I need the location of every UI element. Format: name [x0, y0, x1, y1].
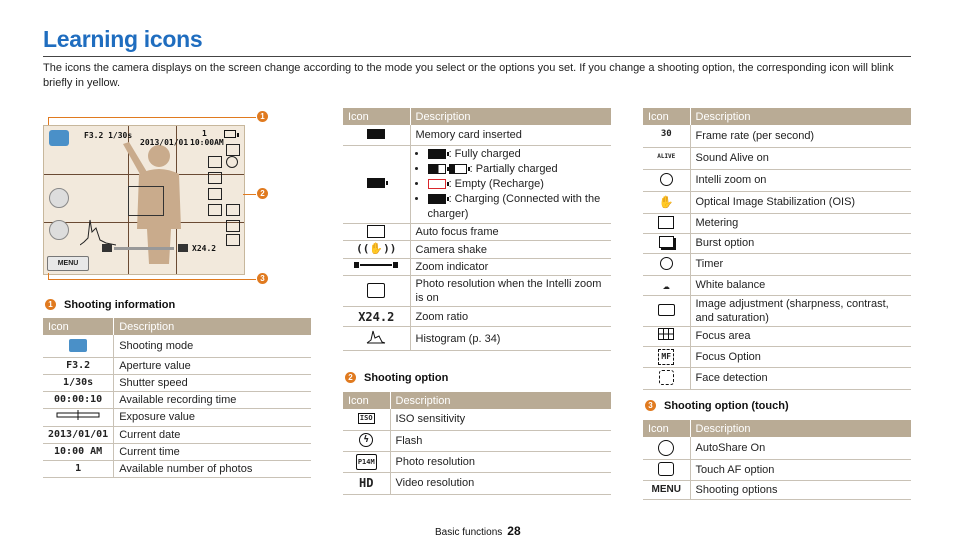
shooting-mode-icon	[49, 130, 69, 146]
table-row: P14M Photo resolution	[343, 451, 611, 472]
osd-time: 10:00AM	[190, 138, 224, 147]
table-row: 2013/01/01 Current date	[43, 426, 311, 443]
osd-white-balance-icon	[226, 234, 240, 246]
battery-partial-icon	[428, 164, 446, 174]
osd-battery-icon	[224, 130, 236, 138]
osd-aperture-shutter: F3.2 1/30s	[84, 131, 133, 140]
battery-full-icon	[428, 149, 446, 159]
icons-table-middle	[343, 108, 611, 351]
table-row: 1 Available number of photos	[43, 460, 311, 477]
table-row: ISO ISO sensitivity	[343, 409, 611, 430]
table-row: AutoShare On	[643, 437, 911, 459]
table-row: Touch AF option	[643, 459, 911, 480]
table-row: Burst option	[643, 233, 911, 253]
mode-camera-icon	[69, 339, 87, 352]
section-title-shooting-option: 2 Shooting option	[345, 372, 448, 384]
table-row: HD Video resolution	[343, 472, 611, 494]
osd-photo-count: 1	[202, 129, 207, 138]
shooting-info-table	[43, 318, 311, 478]
table-row: Zoom indicator	[343, 259, 611, 276]
osd-burst-icon	[208, 156, 222, 168]
osd-metering-icon	[226, 220, 240, 232]
callout-line	[48, 279, 256, 280]
table-row: Image adjustment (sharpness, contrast, and saturation)	[643, 295, 911, 326]
white-balance-icon: ☁	[662, 277, 670, 292]
shooting-option-touch-table	[643, 420, 911, 500]
battery-low-icon	[449, 164, 467, 174]
list-item: • : Empty (Recharge)	[428, 177, 607, 192]
col-header-icon: Icon	[643, 108, 690, 125]
table-row: Timer	[643, 253, 911, 275]
intro-paragraph: The icons the camera displays on the screen change according to the mode you select or the options you set. If you change a shooting option, the corresponding icon will blink briefly in yellow.	[43, 62, 894, 89]
table-row: ALIVE Sound Alive on	[643, 147, 911, 169]
table-row: Auto focus frame	[343, 223, 611, 241]
zoom-ratio-icon: X24.2	[343, 307, 410, 327]
iso-icon: ISO	[359, 413, 373, 422]
col-header-description: Description	[390, 392, 611, 409]
osd-focus-area-icon	[208, 172, 222, 184]
callout-badge-3: 3	[257, 273, 268, 284]
osd-focus-option-icon	[208, 188, 222, 200]
col-header-description: Description	[690, 420, 911, 437]
burst-icon	[659, 236, 674, 248]
metering-icon	[658, 216, 674, 229]
title-divider	[43, 56, 911, 57]
col-header-icon: Icon	[343, 392, 390, 409]
table-row: Face detection	[643, 367, 911, 389]
zoom-indicator-icon	[354, 261, 398, 269]
intelli-resolution-icon	[367, 283, 385, 298]
page-number: 28	[507, 524, 521, 538]
memory-card-icon	[367, 129, 385, 139]
callout-badge-2: 2	[257, 188, 268, 199]
footer-section: Basic functions	[435, 527, 503, 538]
page-footer	[435, 524, 521, 538]
table-row: Histogram (p. 34)	[343, 327, 611, 351]
battery-charging-icon	[428, 194, 446, 204]
autoshare-icon	[658, 440, 674, 456]
osd-flash-icon	[226, 156, 238, 168]
af-frame-icon	[367, 225, 385, 238]
callout-line	[48, 117, 49, 125]
table-row: 10:00 AM Current time	[43, 443, 311, 460]
intelli-zoom-icon	[660, 173, 673, 186]
list-item: • : Charging (Connected with the charger)	[428, 192, 607, 222]
ois-icon: ✋	[658, 194, 674, 209]
battery-icon	[367, 178, 385, 188]
touch-af-icon	[658, 462, 674, 476]
osd-iso-icon	[226, 144, 240, 156]
af-frame	[128, 186, 164, 216]
camera-shake-icon: ((✋))	[356, 242, 397, 255]
col-header-description: Description	[114, 318, 311, 335]
sound-alive-icon: ALIVE	[657, 153, 676, 160]
photo-resolution-icon: P14M	[356, 454, 377, 470]
table-row: Exposure value	[43, 408, 311, 426]
section-number: 2	[345, 372, 356, 383]
osd-zoom-ratio: X24.2	[192, 244, 217, 253]
video-resolution-icon: HD	[343, 472, 390, 494]
table-row: X24.2 Zoom ratio	[343, 307, 611, 327]
timer-icon	[660, 257, 673, 270]
table-row: Memory card inserted	[343, 125, 611, 145]
section-title-shooting-info: 1 Shooting information	[45, 299, 175, 311]
table-row: ☁ White balance	[643, 275, 911, 295]
col-header-description: Description	[410, 108, 611, 125]
table-row: MF Focus Option	[643, 346, 911, 367]
page-title: Learning icons	[43, 26, 203, 52]
col-header-icon: Icon	[643, 420, 690, 437]
table-row: 00:00:10 Available recording time	[43, 391, 311, 408]
osd-zoom-bar	[114, 247, 174, 250]
zoom-out-icon	[102, 244, 112, 252]
table-row	[343, 145, 611, 223]
histogram-icon	[366, 328, 386, 344]
osd-face-detect-icon	[208, 204, 222, 216]
table-row: Intelli zoom on	[643, 169, 911, 191]
osd-date: 2013/01/01	[140, 138, 189, 147]
table-row: F3.2 Aperture value	[43, 357, 311, 374]
menu-button[interactable]: MENU	[47, 256, 89, 271]
table-row: Metering	[643, 213, 911, 233]
table-row: ✋ Optical Image Stabilization (OIS)	[643, 191, 911, 213]
menu-icon: MENU	[643, 480, 690, 499]
table-row: ϟ Flash	[343, 430, 611, 451]
frame-rate-icon: 30	[660, 129, 672, 140]
table-row: 30 Frame rate (per second)	[643, 125, 911, 147]
touch-af-button[interactable]	[49, 220, 69, 240]
table-row: MENU Shooting options	[643, 480, 911, 499]
battery-status-list	[416, 147, 607, 222]
col-header-icon: Icon	[43, 318, 114, 335]
callout-badge-1: 1	[257, 111, 268, 122]
section-number: 3	[645, 400, 656, 411]
osd-ois-icon	[226, 204, 240, 216]
battery-empty-icon	[428, 179, 446, 189]
callout-line	[243, 194, 256, 195]
section-title-shooting-option-touch: 3 Shooting option (touch)	[645, 400, 789, 412]
callout-line	[48, 273, 49, 279]
col-header-description: Description	[690, 108, 911, 125]
table-row: Photo resolution when the Intelli zoom is on	[343, 276, 611, 307]
image-adjust-icon	[658, 304, 675, 316]
camera-screen-illustration	[43, 125, 245, 275]
focus-area-icon	[658, 328, 674, 340]
list-item: • : Fully charged	[428, 147, 607, 162]
exposure-scale-icon	[56, 410, 100, 420]
list-item: • : Partially charged	[428, 162, 607, 177]
icons-table-right	[643, 108, 911, 390]
osd-histogram-icon	[80, 210, 116, 246]
table-row: ((✋)) Camera shake	[343, 241, 611, 259]
zoom-in-icon	[178, 244, 188, 252]
autoshare-button[interactable]	[49, 188, 69, 208]
callout-line	[48, 117, 256, 118]
table-row: 1/30s Shutter speed	[43, 374, 311, 391]
table-row: Shooting mode	[43, 335, 311, 357]
table-row: Focus area	[643, 326, 911, 346]
focus-option-icon: MF	[658, 349, 674, 365]
shooting-option-table	[343, 392, 611, 495]
flash-icon: ϟ	[359, 433, 373, 447]
section-number: 1	[45, 299, 56, 310]
face-detection-icon	[659, 370, 674, 385]
col-header-icon: Icon	[343, 108, 410, 125]
